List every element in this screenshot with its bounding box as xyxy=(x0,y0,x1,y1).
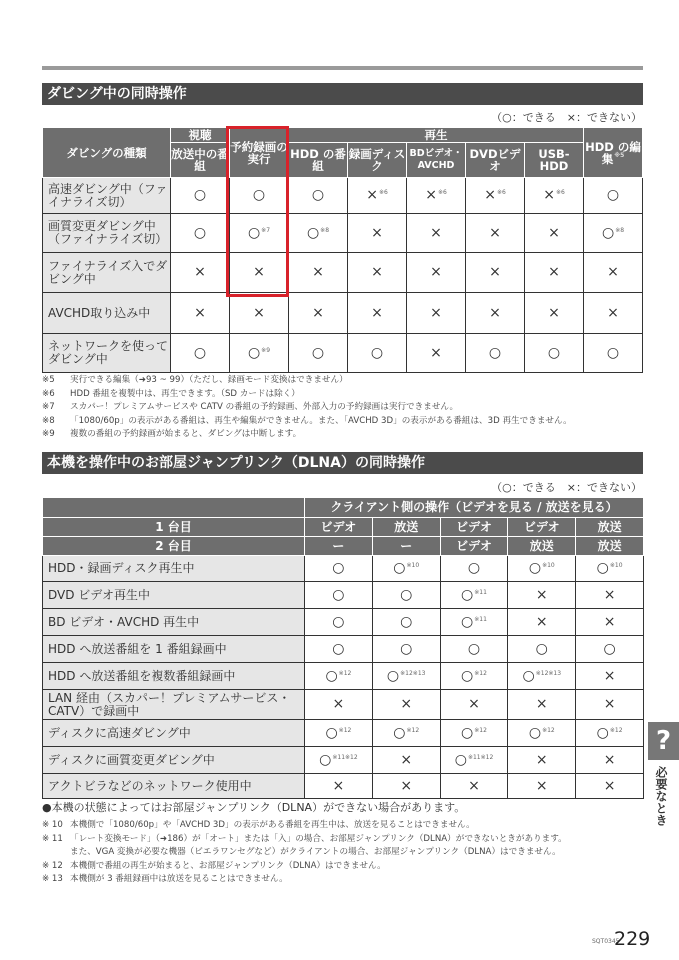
circle-mark: ○ xyxy=(467,560,481,576)
footnote-text: スカパー！プレミアムサービスや CATV の番組の予約録画、外部入力の予約録画は実行できません。 xyxy=(70,402,459,412)
footnote xyxy=(42,415,572,429)
footnote-ref: ※12 xyxy=(338,726,352,734)
circle-mark: ○ xyxy=(247,224,261,241)
circle-mark: ○ xyxy=(332,640,345,657)
table-cell xyxy=(289,293,348,334)
table-cell xyxy=(440,663,508,690)
circle-mark: ○ xyxy=(319,751,332,768)
table-cell xyxy=(407,214,466,253)
table-row xyxy=(43,690,644,720)
cross-mark: × xyxy=(543,187,555,203)
footnote-text: 本機側で番組の再生が始まると、お部屋ジャンプリンク（DLNA）はできません。 xyxy=(70,860,386,871)
row-label: 高速ダビング中（ファイナライズ切） xyxy=(43,178,171,214)
table-cell xyxy=(440,609,508,636)
table-cell xyxy=(372,747,440,774)
table-row xyxy=(43,747,644,774)
table-cell xyxy=(576,582,644,609)
table-cell xyxy=(466,178,525,214)
cross-mark: × xyxy=(194,264,206,280)
circle-mark: ○ xyxy=(603,640,616,657)
table-cell xyxy=(348,334,407,373)
table-cell xyxy=(576,636,644,663)
footnote xyxy=(42,388,572,402)
footnote-ref: ※12 xyxy=(609,726,623,734)
cross-mark: × xyxy=(535,777,548,794)
header-client: クライアント側の操作（ビデオを見る / 放送を見る） xyxy=(305,498,644,518)
table-cell xyxy=(440,636,508,663)
row-label: ファイナライズ入でダビング中 xyxy=(43,253,171,293)
table-cell xyxy=(576,774,644,799)
section2-legend: （○：できる ×：できない） xyxy=(491,481,642,494)
side-tab-label[interactable]: 必要なとき xyxy=(654,766,668,826)
section2-notes xyxy=(42,819,567,887)
circle-mark: ○ xyxy=(400,640,413,657)
footnote xyxy=(42,860,567,874)
table-cell xyxy=(305,636,373,663)
header-dvd: DVDビデオ xyxy=(466,143,525,178)
cross-mark: × xyxy=(603,586,616,603)
cross-mark: × xyxy=(535,586,548,603)
cross-mark: × xyxy=(430,304,442,321)
cross-mark: × xyxy=(484,187,496,203)
dlna-table xyxy=(42,497,644,799)
table-cell xyxy=(289,253,348,293)
highlight-box xyxy=(226,126,289,297)
footnote xyxy=(42,873,567,887)
table-cell xyxy=(440,774,508,799)
circle-mark: ○ xyxy=(393,724,406,741)
header-unit2-col: ー xyxy=(372,537,440,556)
dubbing-table xyxy=(42,127,643,373)
footnote-number: ※9 xyxy=(42,429,55,439)
footnote-ref: ※11※12 xyxy=(332,753,358,761)
header-unit2-col: 放送 xyxy=(576,537,644,556)
cross-mark: × xyxy=(535,751,548,768)
circle-mark: ○ xyxy=(325,667,338,684)
row-label: ディスクに画質変更ダビング中 xyxy=(43,747,305,774)
footnote-number: ※8 xyxy=(42,415,55,426)
footnote-number: ※6 xyxy=(42,388,55,399)
table-cell xyxy=(407,334,466,373)
circle-mark: ○ xyxy=(461,586,474,603)
table-cell xyxy=(230,334,289,373)
footnote-number: ※ 12 xyxy=(42,860,63,871)
circle-mark: ○ xyxy=(461,724,474,741)
table-cell xyxy=(372,556,440,582)
cross-mark: × xyxy=(468,696,480,712)
row-label: HDD へ放送番組を 1 番組録画中 xyxy=(43,636,305,663)
circle-mark: ○ xyxy=(247,344,261,361)
row-label: 画質変更ダビング中（ファイナライズ切） xyxy=(43,214,171,253)
header-unit2-col: ー xyxy=(305,537,373,556)
table-cell xyxy=(576,556,644,582)
footnote-ref: ※6 xyxy=(555,189,565,196)
cross-mark: × xyxy=(548,224,560,241)
cross-mark: × xyxy=(312,304,324,321)
footnote-ref: ※12 xyxy=(406,726,420,734)
cross-mark: × xyxy=(430,264,442,280)
model-code: SQT0345 xyxy=(592,938,620,945)
circle-mark: ○ xyxy=(528,560,542,576)
circle-mark: ○ xyxy=(311,187,325,203)
table-cell xyxy=(305,556,373,582)
footnote-ref: ※12 xyxy=(474,669,487,677)
circle-mark: ○ xyxy=(325,724,338,741)
question-icon[interactable]: ? xyxy=(648,722,679,760)
table-cell xyxy=(348,214,407,253)
footnote-ref: ※11※12 xyxy=(467,753,494,761)
header-unit1-col: ビデオ xyxy=(305,518,373,537)
table-cell xyxy=(576,609,644,636)
cross-mark: × xyxy=(548,264,560,280)
header-playback: 再生 xyxy=(289,128,584,143)
table-cell xyxy=(508,556,576,582)
table-row xyxy=(43,582,644,609)
header-unit1-col: 放送 xyxy=(576,518,644,537)
footnote-number: ※ 13 xyxy=(42,874,63,884)
footnote-ref: ※11 xyxy=(474,588,487,596)
header-hdd-edit: HDD の編集$^{※5}$ xyxy=(584,128,643,178)
row-label: AVCHD取り込み中 xyxy=(43,293,171,334)
table-cell xyxy=(407,178,466,214)
circle-mark: ○ xyxy=(311,344,325,361)
footnote-text: 「レート変換モード」（➜186）が「オート」または「入」の場合、お部屋ジャンプリンク（DLNA）ができないときがあります。 xyxy=(70,833,567,844)
footnote xyxy=(42,846,567,860)
table-cell xyxy=(525,214,584,253)
footnote-text: また、VGA 変換が必要な機器（ビエラワンセグなど）がクライアントの場合、お部屋ジャンプリンク（DLNA）はできません。 xyxy=(70,847,561,857)
circle-mark: ○ xyxy=(547,344,561,361)
circle-mark: ○ xyxy=(332,586,345,603)
cross-mark: × xyxy=(430,344,442,361)
table-cell xyxy=(289,214,348,253)
header-unit1-col: ビデオ xyxy=(440,518,508,537)
footnote-text: 本機側で「1080/60p」や「AVCHD 3D」の表示がある番組を再生中は、放送を見ることはできません。 xyxy=(70,820,475,830)
page-number: 229 xyxy=(614,928,651,950)
table-cell xyxy=(230,293,289,334)
footnote-ref: ※8 xyxy=(615,226,625,234)
table-cell xyxy=(440,747,508,774)
table-cell xyxy=(508,663,576,690)
table-cell xyxy=(372,720,440,747)
circle-mark: ○ xyxy=(454,751,467,768)
table-cell xyxy=(305,774,373,799)
cross-mark: × xyxy=(548,304,560,321)
table-cell xyxy=(348,178,407,214)
table-cell xyxy=(171,334,230,373)
table-cell xyxy=(508,636,576,663)
cross-mark: × xyxy=(312,264,324,280)
circle-mark: ○ xyxy=(606,344,620,361)
cross-mark: × xyxy=(607,304,619,321)
row-label: ディスクに高速ダビング中 xyxy=(43,720,305,747)
footnote-text: 複数の番組の予約録画が始まると、ダビングは中断します。 xyxy=(70,429,302,439)
cross-mark: × xyxy=(371,264,383,280)
cross-mark: × xyxy=(332,777,345,794)
circle-mark: ○ xyxy=(193,187,207,203)
row-label: LAN 経由（スカパー！プレミアムサービス・CATV）で録画中 xyxy=(43,690,305,720)
table-cell xyxy=(305,582,373,609)
cross-mark: × xyxy=(603,667,616,684)
header-unit1: 1 台目 xyxy=(43,518,305,537)
header-unit2-col: ビデオ xyxy=(440,537,508,556)
cross-mark: × xyxy=(194,304,206,321)
footnote-number: ※ 11 xyxy=(42,833,63,844)
header-unit2-col: 放送 xyxy=(508,537,576,556)
table-cell xyxy=(440,690,508,720)
section1-title: ダビング中の同時操作 xyxy=(42,83,643,105)
table-cell xyxy=(508,582,576,609)
top-rule xyxy=(42,66,643,70)
table-row xyxy=(43,253,643,293)
circle-mark: ○ xyxy=(193,224,207,241)
table-cell xyxy=(305,747,373,774)
cross-mark: × xyxy=(603,777,616,794)
footnote-ref: ※12 xyxy=(474,726,487,734)
footnote-ref: ※6 xyxy=(437,189,447,196)
table-cell xyxy=(372,636,440,663)
footnote-ref: ※6 xyxy=(496,189,506,196)
circle-mark: ○ xyxy=(393,560,406,576)
table-cell xyxy=(305,663,373,690)
table-cell xyxy=(576,690,644,720)
table-row xyxy=(43,214,643,253)
row-label: HDD へ放送番組を複数番組録画中 xyxy=(43,663,305,690)
circle-mark: ○ xyxy=(332,613,345,630)
cross-mark: × xyxy=(332,696,345,712)
footnote xyxy=(42,401,572,415)
table-cell xyxy=(584,214,643,253)
cross-mark: × xyxy=(371,224,383,241)
header-unit2: 2 台目 xyxy=(43,537,305,556)
footnote xyxy=(42,428,572,442)
table-cell xyxy=(171,293,230,334)
table-row xyxy=(43,609,644,636)
footnote-ref: ※7 xyxy=(261,226,271,234)
table-cell xyxy=(576,720,644,747)
table-cell xyxy=(305,690,373,720)
circle-mark: ○ xyxy=(400,613,413,630)
table-cell xyxy=(525,178,584,214)
circle-mark: ○ xyxy=(306,224,320,241)
cross-mark: × xyxy=(603,613,616,630)
table-cell xyxy=(440,556,508,582)
cross-mark: × xyxy=(400,696,413,712)
table-cell xyxy=(372,690,440,720)
table-row xyxy=(43,556,644,582)
row-label: ネットワークを使ってダビング中 xyxy=(43,334,171,373)
header-viewing: 視聴 xyxy=(171,128,230,143)
cross-mark: × xyxy=(400,777,413,794)
table-row xyxy=(43,293,643,334)
table-cell xyxy=(584,293,643,334)
circle-mark: ○ xyxy=(488,344,502,361)
table-cell xyxy=(508,720,576,747)
circle-mark: ○ xyxy=(535,640,548,657)
row-label: BD ビデオ・AVCHD 再生中 xyxy=(43,609,305,636)
cross-mark: × xyxy=(489,224,501,241)
table-cell xyxy=(466,293,525,334)
footnote-text: 「1080/60p」の表示がある番組は、再生や編集ができません。また、「AVCHD 3D」の表示がある番組は、3D 再生できません。 xyxy=(70,415,572,426)
cross-mark: × xyxy=(253,264,265,280)
cross-mark: × xyxy=(430,224,442,241)
footnote-ref: ※12 xyxy=(338,669,352,677)
footnote-ref: ※11 xyxy=(474,615,487,623)
circle-mark: ○ xyxy=(400,586,413,603)
table-cell xyxy=(576,747,644,774)
table-cell xyxy=(508,747,576,774)
table-row xyxy=(43,636,644,663)
table-row xyxy=(43,334,643,373)
table-row xyxy=(43,774,644,799)
circle-mark: ○ xyxy=(461,613,474,630)
table-cell xyxy=(171,253,230,293)
circle-mark: ○ xyxy=(528,724,542,741)
section1-notes xyxy=(42,374,572,442)
circle-mark: ○ xyxy=(596,724,609,741)
table-cell xyxy=(372,663,440,690)
cross-mark: × xyxy=(366,187,378,203)
table-cell xyxy=(584,178,643,214)
footnote-ref: ※10 xyxy=(609,562,623,569)
table-cell xyxy=(305,609,373,636)
section1-legend: （○：できる ×：できない） xyxy=(491,111,642,124)
footnote-ref: ※12※13 xyxy=(535,669,562,677)
footnote-text: HDD 番組を複製中は、再生できます。（SD カードは除く） xyxy=(70,388,300,399)
footnote-ref: ※12※13 xyxy=(400,669,426,677)
row-label: アクトビラなどのネットワーク使用中 xyxy=(43,774,305,799)
footnote xyxy=(42,833,567,847)
table-cell xyxy=(305,720,373,747)
footnote-ref: ※10 xyxy=(406,562,420,569)
footnote-ref: ※9 xyxy=(261,346,271,354)
table-cell xyxy=(289,334,348,373)
footnote-ref: ※10 xyxy=(542,562,555,569)
header-rec-disc: 録画ディスク xyxy=(348,143,407,178)
cross-mark: × xyxy=(425,187,437,203)
table-cell xyxy=(508,609,576,636)
row-label: HDD・録画ディスク再生中 xyxy=(43,556,305,582)
section2-title: 本機を操作中のお部屋ジャンプリンク（DLNA）の同時操作 xyxy=(42,452,643,474)
row-label: DVD ビデオ再生中 xyxy=(43,582,305,609)
table-cell xyxy=(372,774,440,799)
table-cell xyxy=(407,253,466,293)
table-cell xyxy=(525,334,584,373)
circle-mark: ○ xyxy=(386,667,400,684)
table-cell xyxy=(171,178,230,214)
table-cell xyxy=(372,609,440,636)
header-type: ダビングの種類 xyxy=(43,128,171,178)
footnote-ref: ※12 xyxy=(542,726,555,734)
table-cell xyxy=(440,582,508,609)
cross-mark: × xyxy=(400,751,413,768)
dlna-bullet-note: ●本機の状態によってはお部屋ジャンプリンク（DLNA）ができない場合があります。 xyxy=(42,801,466,814)
circle-mark: ○ xyxy=(193,344,207,361)
footnote-number: ※ 10 xyxy=(42,820,63,830)
header-unit1-col: ビデオ xyxy=(508,518,576,537)
table-cell xyxy=(289,178,348,214)
cross-mark: × xyxy=(371,304,383,321)
table-cell xyxy=(584,253,643,293)
footnote-text: 本機側が 3 番組録画中は放送を見ることはできません。 xyxy=(70,874,288,884)
circle-mark: ○ xyxy=(370,344,384,361)
cross-mark: × xyxy=(603,696,616,712)
table-cell xyxy=(407,293,466,334)
table-row xyxy=(43,663,644,690)
table-cell xyxy=(466,253,525,293)
cross-mark: × xyxy=(253,304,265,321)
footnote-number: ※5 xyxy=(42,375,55,385)
header-reserve: 予約録画の実行 xyxy=(230,128,289,178)
header-unit1-col: 放送 xyxy=(372,518,440,537)
table-cell xyxy=(348,293,407,334)
circle-mark: ○ xyxy=(606,187,620,203)
table-cell xyxy=(525,293,584,334)
header-blank xyxy=(43,498,305,518)
header-broadcast: 放送中の番組 xyxy=(171,143,230,178)
table-cell xyxy=(171,214,230,253)
table-cell xyxy=(348,253,407,293)
cross-mark: × xyxy=(489,264,501,280)
circle-mark: ○ xyxy=(467,640,481,657)
table-cell xyxy=(372,582,440,609)
table-row xyxy=(43,178,643,214)
footnote-ref: ※6 xyxy=(378,189,388,196)
circle-mark: ○ xyxy=(601,224,615,241)
footnote-number: ※7 xyxy=(42,402,55,412)
cross-mark: × xyxy=(468,777,480,794)
cross-mark: × xyxy=(535,613,548,630)
table-row xyxy=(43,720,644,747)
table-cell xyxy=(508,690,576,720)
circle-mark: ○ xyxy=(522,667,535,684)
footnote-ref: ※8 xyxy=(320,226,330,234)
circle-mark: ○ xyxy=(461,667,474,684)
circle-mark: ○ xyxy=(332,560,345,576)
footnote xyxy=(42,819,567,833)
table-cell xyxy=(525,253,584,293)
footnote xyxy=(42,374,572,388)
circle-mark: ○ xyxy=(252,187,266,203)
header-hdd-prog: HDD の番組 xyxy=(289,143,348,178)
header-usb: USB-HDD xyxy=(525,143,584,178)
table-cell xyxy=(576,663,644,690)
cross-mark: × xyxy=(603,751,616,768)
table-cell xyxy=(508,774,576,799)
cross-mark: × xyxy=(535,696,548,712)
header-bd-avchd: BDビデオ・AVCHD xyxy=(407,143,466,178)
table-cell xyxy=(584,334,643,373)
table-cell xyxy=(440,720,508,747)
footnote-text: 実行できる編集（➜93 ~ 99）（ただし、録画モード変換はできません） xyxy=(70,375,348,385)
cross-mark: × xyxy=(607,264,619,280)
circle-mark: ○ xyxy=(596,560,609,576)
cross-mark: × xyxy=(489,304,501,321)
table-cell xyxy=(466,214,525,253)
table-cell xyxy=(466,334,525,373)
